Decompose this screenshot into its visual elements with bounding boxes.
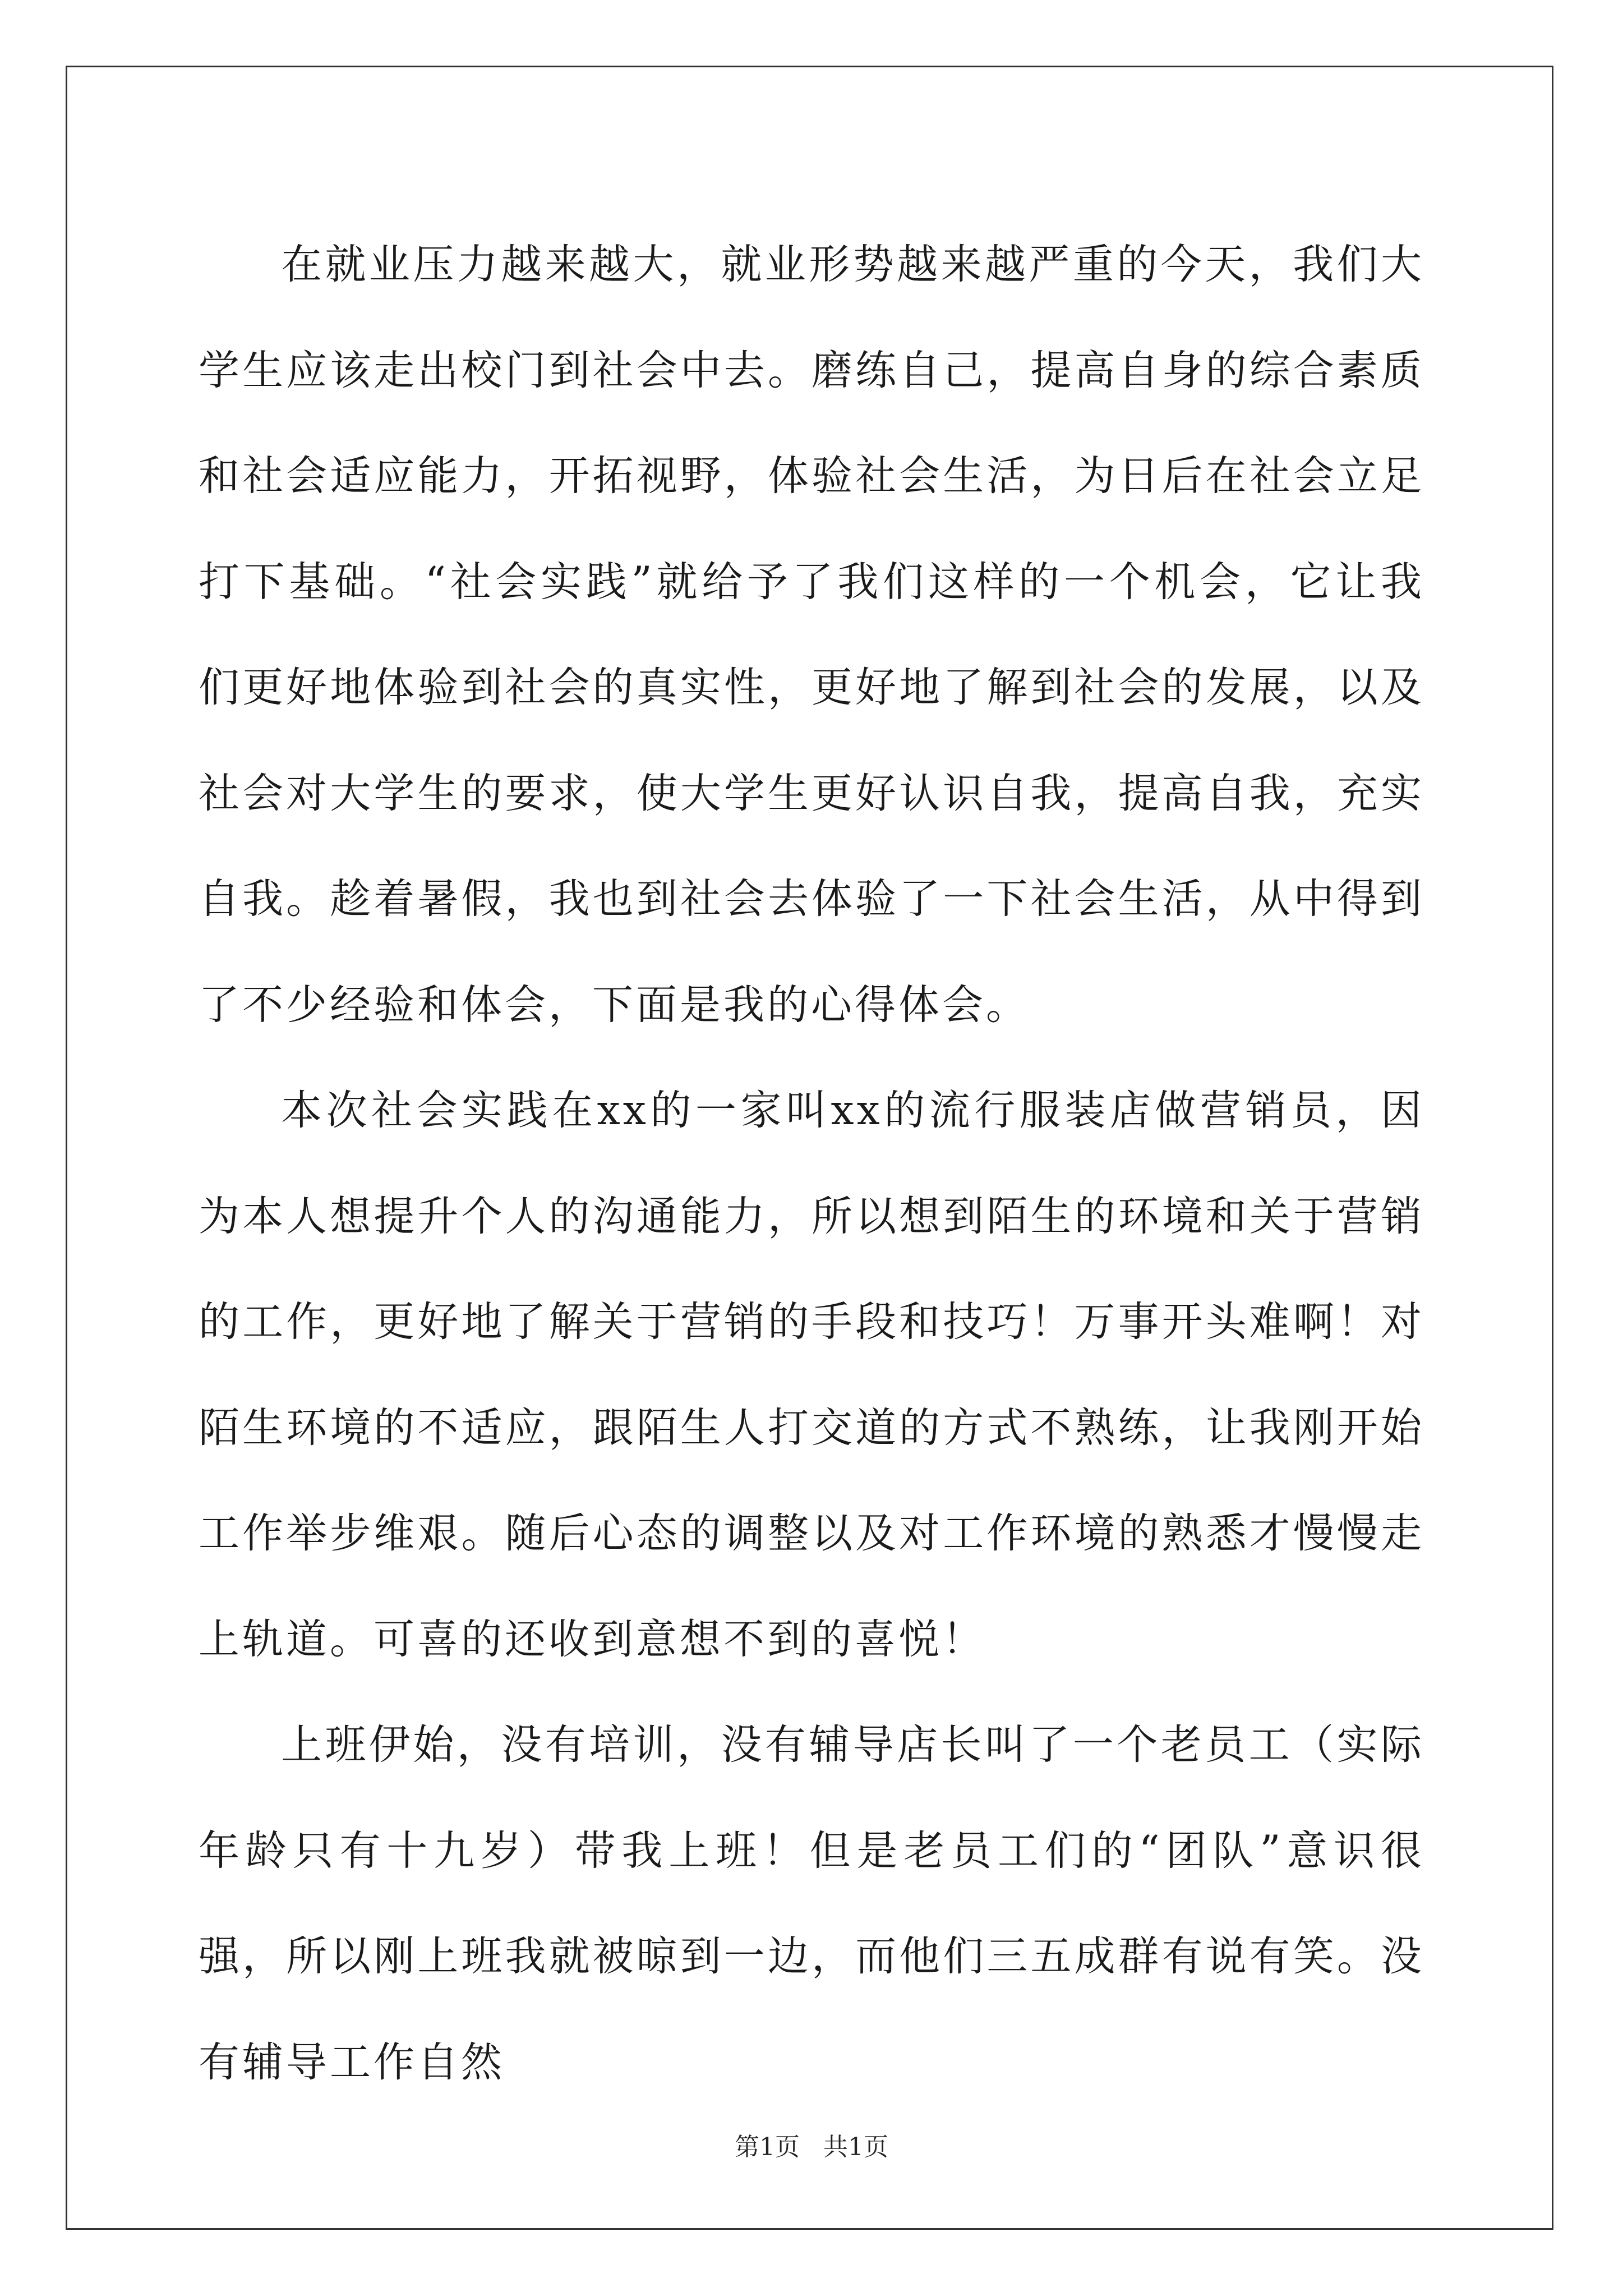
paragraph-3: 上班伊始，没有培训，没有辅导店长叫了一个老员工（实际年龄只有十九岁）带我上班！但是老员工们的“团队”意识很强，所以刚上班我就被晾到一边，而他们三五成群有说有笑。没有辅导工作自然 xyxy=(199,1721,1424,2086)
paragraph-2: 本次社会实践在xx的一家叫xx的流行服装店做营销员，因为本人想提升个人的沟通能力，所以想到陌生的环境和关于营销的工作，更好地了解关于营销的手段和技巧！万事开头难啊！对陌生环境的不适应，跟陌生人打交道的方式不熟练，让我刚开始工作举步维艰。随后心态的调整以及对工作环境的熟悉才慢慢走上轨道。可喜的还收到意想不到的喜悦！ xyxy=(199,1087,1424,1663)
document-body xyxy=(199,212,1424,2115)
page-number-footer: 第1页 共1页 xyxy=(735,2133,888,2161)
paragraph-1: 在就业压力越来越大，就业形势越来越严重的今天，我们大学生应该走出校门到社会中去。磨练自己，提高自身的综合素质和社会适应能力，开拓视野，体验社会生活，为日后在社会立足打下基础。“社会实践”就给予了我们这样的一个机会，它让我们更好地体验到社会的真实性，更好地了解到社会的发展，以及社会对大学生的要求，使大学生更好认识自我，提高自我，充实自我。趁着暑假，我也到社会去体验了一下社会生活，从中得到了不少经验和体会，下面是我的心得体会。 xyxy=(199,241,1424,1029)
